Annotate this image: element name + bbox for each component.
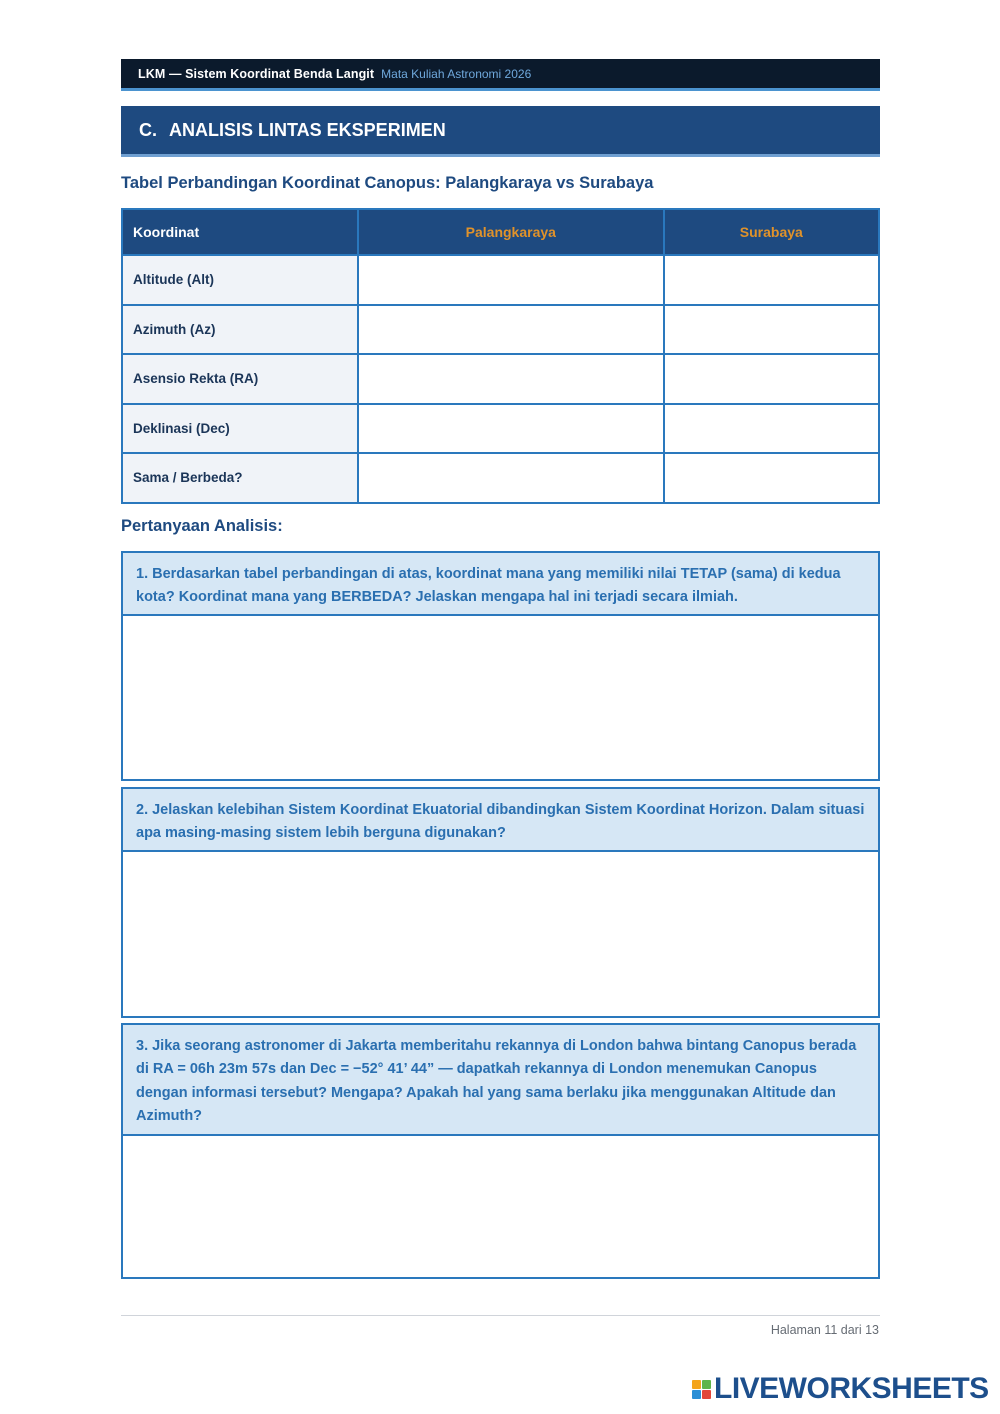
liveworksheets-logo-text: LIVEWORKSHEETS bbox=[714, 1372, 989, 1405]
table-row bbox=[122, 453, 879, 503]
document-header bbox=[121, 59, 880, 91]
input-ra-palangkaraya[interactable] bbox=[358, 354, 664, 404]
input-dec-surabaya[interactable] bbox=[664, 404, 879, 454]
row-label-azimuth: Azimuth (Az) bbox=[122, 305, 358, 355]
liveworksheets-logo-icon bbox=[692, 1380, 711, 1399]
question-box-2 bbox=[121, 787, 880, 1018]
row-label-ra: Asensio Rekta (RA) bbox=[122, 354, 358, 404]
section-heading bbox=[121, 106, 880, 157]
question-box-3 bbox=[121, 1023, 880, 1279]
answer-area-3[interactable] bbox=[123, 1136, 878, 1277]
table-header-row bbox=[122, 209, 879, 255]
section-title: ANALISIS LINTAS EKSPERIMEN bbox=[169, 119, 446, 140]
table-row bbox=[122, 354, 879, 404]
column-header-surabaya: Surabaya bbox=[664, 209, 879, 255]
analysis-title: Pertanyaan Analisis: bbox=[121, 517, 283, 535]
input-altitude-surabaya[interactable] bbox=[664, 255, 879, 305]
table-row bbox=[122, 305, 879, 355]
section-number: C. bbox=[139, 119, 157, 140]
document-title: LKM — Sistem Koordinat Benda Langit bbox=[138, 66, 375, 81]
question-2-text: 2. Jelaskan kelebihan Sistem Koordinat Ekuatorial dibandingkan Sistem Koordinat Horizon. Dalam situasi apa masing-masing sistem lebih berguna digunakan? bbox=[123, 789, 878, 852]
table-title: Tabel Perbandingan Koordinat Canopus: Palangkaraya vs Surabaya bbox=[121, 174, 654, 192]
question-3-text: 3. Jika seorang astronomer di Jakarta memberitahu rekannya di London bahwa bintang Canopus berada di RA = 06h 23m 57s dan Dec = −52° 41’ 44” — dapatkah rekannya di London menemukan Canopus dengan informasi tersebut? Mengapa? Apakah hal yang sama berlaku jika menggunakan Altitude dan Azimuth? bbox=[123, 1025, 878, 1136]
question-1-text: 1. Berdasarkan tabel perbandingan di atas, koordinat mana yang memiliki nilai TETAP (sama) di kedua kota? Koordinat mana yang BERBEDA? Jelaskan mengapa hal ini terjadi secara ilmiah. bbox=[123, 553, 878, 616]
input-same-different-palangkaraya[interactable] bbox=[358, 453, 664, 503]
input-altitude-palangkaraya[interactable] bbox=[358, 255, 664, 305]
comparison-table bbox=[121, 208, 880, 504]
row-label-dec: Deklinasi (Dec) bbox=[122, 404, 358, 454]
liveworksheets-logo[interactable] bbox=[692, 1372, 989, 1406]
row-label-same-different: Sama / Berbeda? bbox=[122, 453, 358, 503]
input-same-different-surabaya[interactable] bbox=[664, 453, 879, 503]
course-name: Mata Kuliah Astronomi 2026 bbox=[381, 66, 532, 81]
footer-divider bbox=[121, 1315, 880, 1316]
column-header-palangkaraya: Palangkaraya bbox=[358, 209, 664, 255]
column-header-koordinat: Koordinat bbox=[122, 209, 358, 255]
answer-area-1[interactable] bbox=[123, 616, 878, 779]
input-azimuth-palangkaraya[interactable] bbox=[358, 305, 664, 355]
answer-area-2[interactable] bbox=[123, 852, 878, 1016]
page-number: Halaman 11 dari 13 bbox=[770, 1323, 879, 1337]
table-row bbox=[122, 404, 879, 454]
input-azimuth-surabaya[interactable] bbox=[664, 305, 879, 355]
row-label-altitude: Altitude (Alt) bbox=[122, 255, 358, 305]
input-ra-surabaya[interactable] bbox=[664, 354, 879, 404]
question-box-1 bbox=[121, 551, 880, 781]
table-row bbox=[122, 255, 879, 305]
input-dec-palangkaraya[interactable] bbox=[358, 404, 664, 454]
